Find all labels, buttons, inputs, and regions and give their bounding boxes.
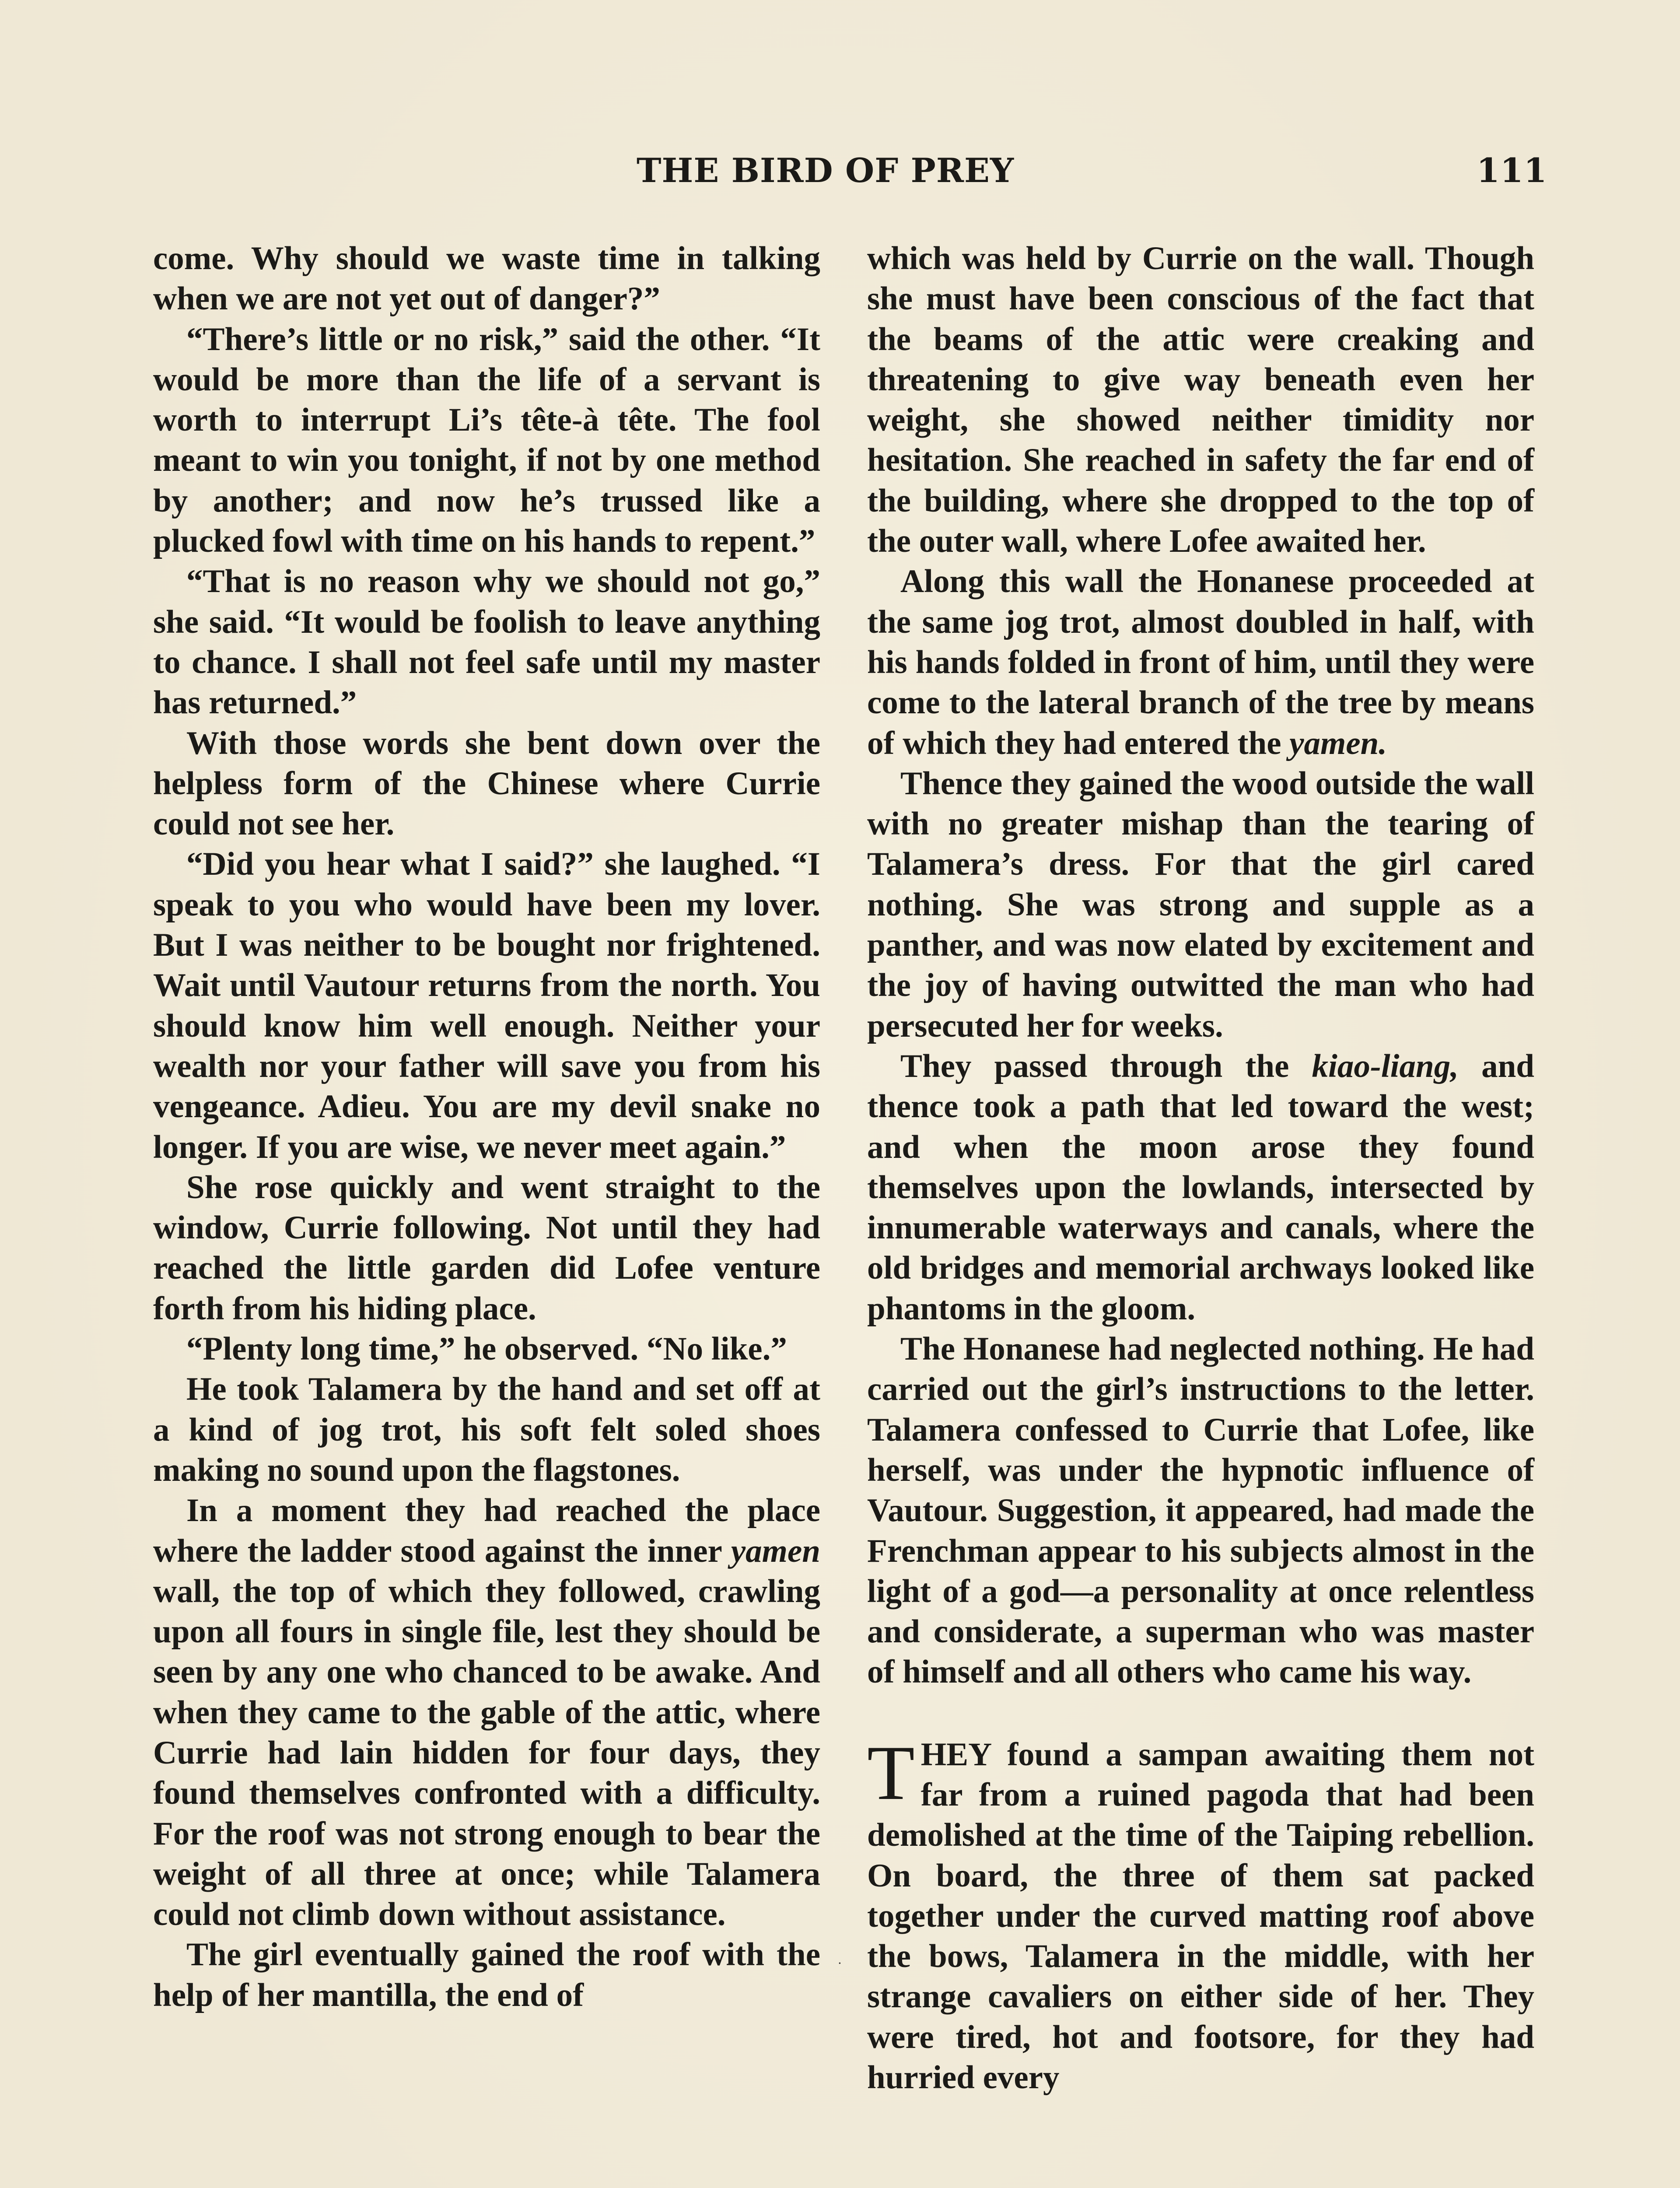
section-break bbox=[867, 1693, 1534, 1735]
italic-word: kiao-liang, bbox=[1312, 1048, 1459, 1084]
right-column bbox=[867, 238, 1534, 2098]
text-run: They passed through the bbox=[900, 1048, 1312, 1084]
paragraph: The Honanese had neglected nothing. He had carried out the girl’s instructions to the letter. Talamera confessed to Currie that Lofee, like herself, was under the hypnotic influence of Vautour. Suggestion, it appeared, had made the Frenchman appear to his subjects almost in the light of a god—a personality at once relentless and considerate, a superman who was master of himself and all others who came his way. bbox=[867, 1331, 1534, 1690]
page-number: 111 bbox=[1477, 151, 1547, 190]
page-title: THE BIRD OF PREY bbox=[637, 151, 1015, 190]
print-speck: · bbox=[838, 1956, 842, 1971]
paragraph bbox=[867, 1046, 1534, 1329]
paragraph: He took Talamera by the hand and set off at a kind of jog trot, his soft felt soled shoes making no sound upon the flagstones. bbox=[153, 1371, 820, 1488]
paragraph: “Plenty long time,” he observed. “No like.” bbox=[186, 1331, 787, 1368]
paragraph: come. Why should we waste time in talking when we are not yet out of danger?” bbox=[153, 240, 820, 317]
italic-word: yamen bbox=[731, 1532, 820, 1569]
drop-cap: T bbox=[867, 1729, 915, 1816]
text-run: In a moment they had reached the place where the ladder stood against the inner bbox=[153, 1492, 820, 1569]
text-run: Along this wall the Honanese proceeded at the same jog trot, almost doubled in half, with his hands folded in front of him, until they were come to the lateral branch of the tree by means of which they had entered the bbox=[867, 563, 1534, 761]
text-run: HEY found a sampan awaiting them not far from a ruined pagoda that had been demolished at the time of the Taiping rebellion. On board, the three of them sat packed together under the curved matting roof above the bows, Talamera in the middle, with her strange cavaliers on either side of her. They were tired, hot and footsore, for they had hurried every bbox=[867, 1736, 1534, 2096]
text-run: wall, the top of which they followed, crawling upon all fours in single file, lest they should be seen by any one who chanced to be awake. And when they came to the gable of the attic, where Currie had lain hidden for four days, they found themselves confronted with a difficulty. For the roof was not strong enough to bear the weight of all three at once; while Talamera could not climb down without assistance. bbox=[153, 1573, 820, 1933]
paragraph: Thence they gained the wood outside the wall with no greater mishap than the tearing of Talamera’s dress. For that the girl cared nothing. She was strong and supple as a panther, and was now elated by excitement and the joy of having outwitted the man who had persecuted her for weeks. bbox=[867, 765, 1534, 1044]
paragraph: With those words she bent down over the helpless form of the Chinese where Currie could not see her. bbox=[153, 725, 820, 842]
paragraph bbox=[867, 561, 1534, 763]
paragraph: The girl eventually gained the roof with the help of her mantilla, the end of bbox=[153, 1936, 820, 2013]
paragraph: which was held by Currie on the wall. Though she must have been conscious of the fact that the beams of the attic were creaking and threatening to give way beneath even her weight, she showed neither timidity nor hesitation. She reached in safety the far end of the building, where she dropped to the top of the outer wall, where Lofee awaited her. bbox=[867, 240, 1534, 560]
paragraph: She rose quickly and went straight to the window, Currie following. Not until they had reached the little garden did Lofee venture forth from his hiding place. bbox=[153, 1169, 820, 1327]
paragraph: “There’s little or no risk,” said the other. “It would be more than the life of a servant is worth to interrupt Li’s tête-à tête. The fool meant to win you tonight, if not by one method by another; and now he’s trussed like a plucked fowl with time on his hands to repent.” bbox=[153, 321, 820, 560]
text-run: and thence took a path that led toward the west; and when the moon arose they found themselves upon the lowlands, intersected by innumerable waterways and canals, where the old bridges and memorial archways looked like phantoms in the gloom. bbox=[867, 1048, 1534, 1327]
left-column bbox=[153, 238, 820, 2016]
paragraph: “That is no reason why we should not go,” she said. “It would be foolish to leave anything to chance. I shall not feel safe until my master has returned.” bbox=[153, 563, 820, 721]
italic-word: yamen. bbox=[1289, 725, 1387, 761]
running-head bbox=[0, 151, 1680, 199]
paragraph: “Did you hear what I said?” she laughed. “I speak to you who would have been my lover. But I was neither to be bought nor frightened. Wait until Vautour returns from the north. You should know him well enough. Neither your wealth nor your father will save you from his vengeance. Adieu. You are my devil snake no longer. If you are wise, we never meet again.” bbox=[153, 846, 820, 1165]
paragraph bbox=[153, 1490, 820, 1935]
paragraph bbox=[867, 1729, 1534, 2098]
